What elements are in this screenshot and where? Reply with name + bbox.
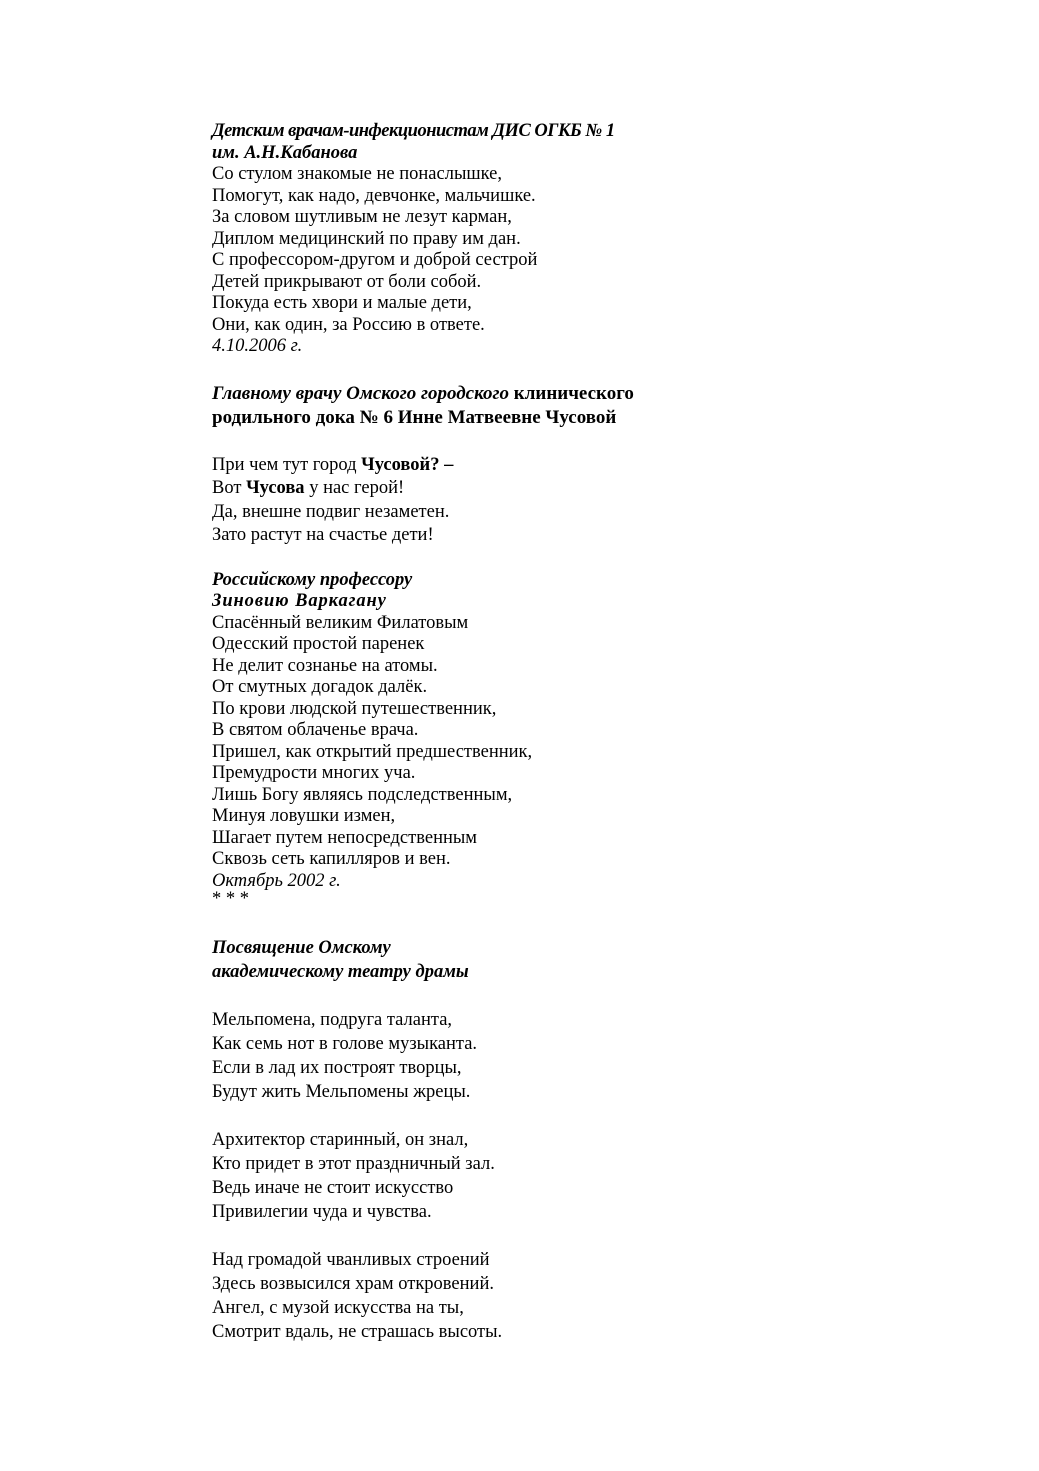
poem-4 (212, 936, 952, 1344)
poem-4-line: Будут жить Мельпомены жрецы. (212, 1082, 471, 1102)
poem-2-line-1 (212, 454, 952, 478)
poem-1-line: Со стулом знакомые не понаслышке, (212, 164, 502, 184)
poem-2-line-2-bold: Чусова (246, 478, 305, 498)
poem-3-line: Премудрости многих уча. (212, 763, 416, 783)
poem-1-line: Покуда есть хвори и малые дети, (212, 293, 472, 313)
poem-1-line: Диплом медицинский по праву им дан. (212, 228, 521, 249)
poem-1 (212, 121, 952, 358)
poem-2-line-3: Да, внешне подвиг незаметен. (212, 501, 450, 522)
spacer (212, 1224, 952, 1248)
poem-1-line: С профессором-другом и доброй сестрой (212, 250, 538, 270)
poem-4-line: Мельпомена, подруга таланта, (212, 1010, 453, 1030)
poem-3 (212, 570, 952, 907)
poem-4-line: Смотрит вдаль, не страшась высоты. (212, 1322, 503, 1342)
spacer (212, 1104, 952, 1128)
poem-3-line: Лишь Богу являясь подследственным, (212, 784, 513, 805)
poem-3-separator: * * * (212, 889, 249, 909)
poem-4-line: Архитектор старинный, он знал, (212, 1130, 469, 1150)
poem-4-title-line-1: Посвящение Омскому (212, 938, 391, 958)
poem-1-line: Детей прикрывают от боли собой. (212, 271, 482, 292)
poem-4-line: Привилегии чуда и чувства. (212, 1202, 432, 1222)
poem-2-line-1-bold: Чусовой? – (361, 454, 454, 475)
poem-2-line-2-text-c: у нас герой! (304, 478, 405, 498)
document-page (212, 121, 952, 1344)
poem-1-line: За словом шутливым не лезут карман, (212, 207, 512, 227)
poem-2-title-bold: клинического (509, 382, 634, 404)
poem-3-title-line-1: Российскому профессору (212, 569, 413, 590)
spacer (212, 548, 952, 570)
poem-4-line: Как семь нот в голове музыканта. (212, 1034, 478, 1054)
poem-1-line: Они, как один, за Россию в ответе. (212, 314, 485, 335)
poem-2-line-1-text: При чем тут город (212, 454, 362, 475)
spacer (212, 358, 952, 382)
poem-1-line: Помогут, как надо, девчонке, мальчишке. (212, 185, 536, 206)
poem-3-line: Спасённый великим Филатовым (212, 612, 469, 633)
poem-4-line: Ведь иначе не стоит искусство (212, 1178, 454, 1198)
poem-4-line: Над громадой чванливых строений (212, 1250, 490, 1270)
spacer (212, 430, 952, 454)
poem-2-line-2 (212, 477, 952, 501)
poem-3-line: В святом облаченье врача. (212, 720, 419, 740)
poem-3-line: Минуя ловушки измен, (212, 806, 396, 826)
poem-3-line: Сквозь сеть капилляров и вен. (212, 849, 451, 869)
poem-2-line-2-text-a: Вот (212, 478, 247, 498)
poem-3-line: По крови людской путешественник, (212, 698, 497, 719)
poem-3-line: От смутных догадок далёк. (212, 677, 428, 697)
poem-3-line: Не делит сознанье на атомы. (212, 655, 438, 676)
poem-4-title-line-2: академическому театру драмы (212, 962, 469, 982)
poem-1-title-line-2: им. А.Н.Кабанова (212, 142, 358, 163)
poem-2-title-italic: Главному врачу Омского городского (212, 382, 510, 404)
poem-4-line: Кто придет в этот праздничный зал. (212, 1154, 495, 1174)
poem-2-line-4: Зато растут на счастье дети! (212, 525, 434, 545)
poem-2 (212, 382, 952, 548)
poem-3-line: Пришел, как открытий предшественник, (212, 741, 533, 762)
poem-2-title-line-1 (212, 382, 952, 406)
poem-4-line: Здесь возвысился храм откровений. (212, 1274, 494, 1294)
poem-3-title-line-2: Зиновию Варкагану (212, 591, 387, 611)
spacer (212, 984, 952, 1008)
poem-3-line: Шагает путем непосредственным (212, 827, 478, 848)
poem-4-line: Если в лад их построят творцы, (212, 1058, 462, 1078)
poem-3-line: Одесский простой паренек (212, 634, 425, 654)
poem-2-title-line-2: родильного дока № 6 Инне Матвеевне Чусовой (212, 406, 617, 428)
poem-1-date: 4.10.2006 г. (212, 336, 303, 356)
poem-1-title-line-1: Детским врачам-инфекционистам ДИС ОГКБ № 1 (212, 121, 615, 141)
poem-3-date: Октябрь 2002 г. (212, 870, 341, 891)
poem-4-line: Ангел, с музой искусства на ты, (212, 1298, 464, 1318)
spacer (212, 906, 952, 936)
